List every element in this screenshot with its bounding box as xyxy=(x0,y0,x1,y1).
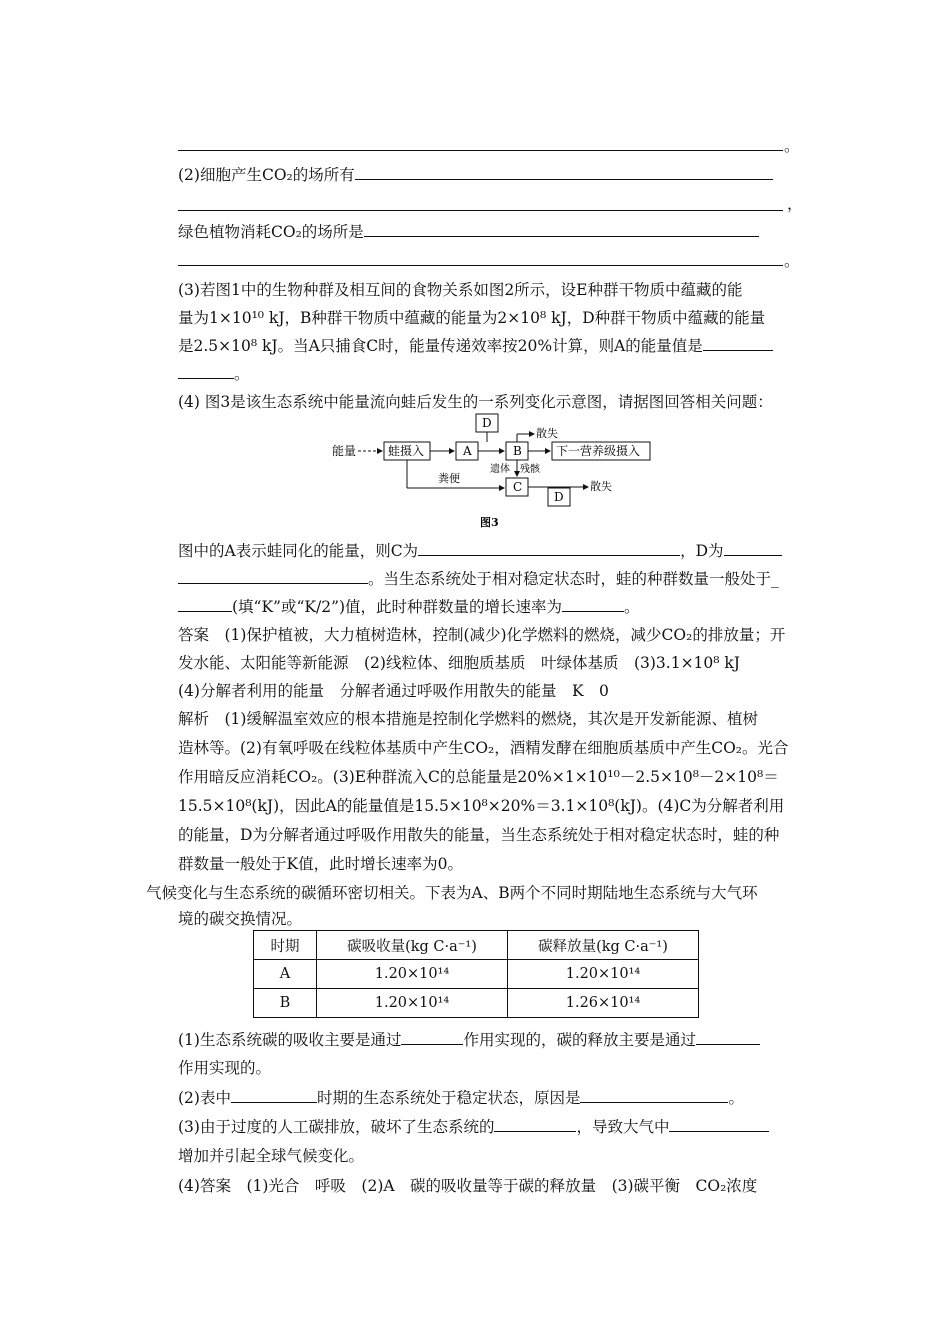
next-answer: (4)答案 (1)光合 呼吸 (2)A 碳的吸收量等于碳的释放量 (3)碳平衡 CO₂浓度 xyxy=(178,1177,758,1195)
a-label: A xyxy=(463,444,472,458)
answer-blank[interactable] xyxy=(178,569,368,584)
q4-intro: (4) 图3是该生态系统中能量流向蛙后发生的一系列变化示意图，请据图回答相关问题： xyxy=(178,393,773,411)
next-q2a: (2)表中 xyxy=(178,1089,231,1107)
table-cell: A xyxy=(254,960,317,989)
answer-line2: 发水能、太阳能等新能源 (2)线粒体、细胞质基质 叶绿体基质 (3)3.1×10⁸ kJ xyxy=(178,654,741,672)
residue-label: 残骸 xyxy=(520,464,540,475)
end-mark: 。 xyxy=(234,365,250,383)
q4-line1a: 图中的A表示蛙同化的能量，则C为 xyxy=(178,542,419,560)
q4-line1b: ，D为 xyxy=(680,542,724,560)
answer-blank-line[interactable] xyxy=(178,265,783,266)
answer-blank[interactable] xyxy=(178,597,232,612)
q3-line4 xyxy=(178,364,788,384)
answer-blank[interactable] xyxy=(355,165,773,180)
analysis-line5: 的能量，D为分解者通过呼吸作用散失的能量，当生态系统处于相对稳定状态时，蛙的种 xyxy=(178,826,780,844)
answer-blank[interactable] xyxy=(364,222,759,237)
answer-blank-line[interactable] xyxy=(178,150,783,151)
answer-blank[interactable] xyxy=(703,336,773,351)
b-label: B xyxy=(513,444,522,458)
q4-line3a: (填“K”或“K/2”)值，此时种群数量的增长速率为 xyxy=(232,598,563,616)
q4-line3b: 。 xyxy=(624,598,640,616)
d-bottom-label: D xyxy=(554,490,564,504)
q2-plant-label: 绿色植物消耗CO₂的场所是 xyxy=(178,223,364,241)
answer-blank[interactable] xyxy=(178,364,234,379)
feces-label: 粪便 xyxy=(438,472,460,485)
answer-blank[interactable] xyxy=(724,541,782,556)
q3-line1: (3)若图1中的生物种群及相互间的食物关系如图2所示，设E种群干物质中蕴藏的能 xyxy=(178,281,743,299)
next-q-intro1: 气候变化与生态系统的碳循环密切相关。下表为A、B两个不同时期陆地生态系统与大气环 xyxy=(146,884,758,902)
next-level-label: 下一营养级摄入 xyxy=(556,444,641,458)
loss-bottom-label: 散失 xyxy=(590,480,612,493)
q4-line1 xyxy=(178,541,818,561)
answer-line3: (4)分解者利用的能量 分解者通过呼吸作用散失的能量 K 0 xyxy=(178,682,609,700)
table-cell: 1.26×10¹⁴ xyxy=(508,989,699,1018)
table-header: 碳吸收量(kg C·a⁻¹) xyxy=(317,931,508,960)
next-q1c: 作用实现的。 xyxy=(178,1059,272,1077)
next-q2 xyxy=(178,1088,818,1108)
q3-line2: 量为1×10¹⁰ kJ，B种群干物质中蕴藏的能量为2×10⁸ kJ，D种群干物质中蕴藏的能量 xyxy=(178,309,766,327)
next-q1a: (1)生态系统碳的吸收主要是通过 xyxy=(178,1031,402,1049)
table-cell: 1.20×10¹⁴ xyxy=(508,960,699,989)
table-cell: B xyxy=(254,989,317,1018)
q2-plant-sites xyxy=(178,222,788,242)
analysis-line4: 15.5×10⁸(kJ)，因此A的能量值是15.5×10⁸×20%＝3.1×10⁸(kJ)。(4)C为分解者利用 xyxy=(178,797,785,815)
next-q1 xyxy=(178,1030,818,1050)
next-q2b: 时期的生态系统处于稳定状态，原因是 xyxy=(316,1089,581,1107)
end-mark: 。 xyxy=(784,137,800,155)
answer-line1: 答案 (1)保护植被，大力植树造林，控制(减少)化学燃料的燃烧，减少CO₂的排放量；开 xyxy=(178,626,786,644)
q4-line2 xyxy=(178,569,818,589)
q2-label: (2)细胞产生CO₂的场所有 xyxy=(178,166,355,184)
answer-blank[interactable] xyxy=(562,597,624,612)
answer-blank[interactable] xyxy=(401,1030,463,1045)
next-q3c: 增加并引起全球气候变化。 xyxy=(178,1147,365,1165)
intake-label: 蛙摄入 xyxy=(388,444,425,458)
answer-blank[interactable] xyxy=(669,1117,769,1132)
analysis-line6: 群数量一般处于K值，此时增长速率为0。 xyxy=(178,855,463,873)
table-cell: 1.20×10¹⁴ xyxy=(317,989,508,1018)
carbon-exchange-table xyxy=(253,930,699,1018)
q3-line3 xyxy=(178,336,788,356)
next-q3 xyxy=(178,1117,818,1137)
next-q1b: 作用实现的，碳的释放主要是通过 xyxy=(463,1031,696,1049)
next-q3b: ，导致大气中 xyxy=(576,1118,670,1136)
q4-line2-text: 。当生态系统处于相对稳定状态时，蛙的种群数量一般处于_ xyxy=(368,570,779,588)
comma-mark: ， xyxy=(787,195,803,213)
table-header: 碳释放量(kg C·a⁻¹) xyxy=(508,931,699,960)
d-top-label: D xyxy=(482,416,492,430)
table-header: 时期 xyxy=(254,931,317,960)
c-label: C xyxy=(513,480,523,494)
energy-label: 能量 xyxy=(332,444,357,458)
loss-top-label: 散失 xyxy=(536,427,558,440)
next-q3a: (3)由于过度的人工碳排放，破坏了生态系统的 xyxy=(178,1118,495,1136)
answer-blank[interactable] xyxy=(418,541,680,556)
analysis-line2: 造林等。(2)有氧呼吸在线粒体基质中产生CO₂，酒精发酵在细胞质基质中产生CO₂。光合 xyxy=(178,739,789,757)
answer-blank[interactable] xyxy=(494,1117,576,1132)
answer-blank-line[interactable] xyxy=(178,210,783,211)
remains-label: 遗体 xyxy=(490,464,510,475)
table-row xyxy=(254,960,699,989)
diagram-caption: 图3 xyxy=(480,516,499,529)
next-q-intro2: 境的碳交换情况。 xyxy=(178,910,303,928)
analysis-line3: 作用暗反应消耗CO₂。(3)E种群流入C的总能量是20%×1×10¹⁰－2.5×10⁸－2×10⁸＝ xyxy=(178,768,779,786)
answer-blank[interactable] xyxy=(696,1030,760,1045)
answer-blank[interactable] xyxy=(580,1088,728,1103)
q4-line3 xyxy=(178,597,818,617)
answer-blank[interactable] xyxy=(231,1088,317,1103)
table-header-row xyxy=(254,931,699,960)
table-cell: 1.20×10¹⁴ xyxy=(317,960,508,989)
table-row xyxy=(254,989,699,1018)
q3-line3-text: 是2.5×10⁸ kJ。当A只捕食C时，能量传递效率按20%计算，则A的能量值是 xyxy=(178,337,703,355)
end-mark: 。 xyxy=(784,252,800,270)
analysis-line1: 解析 (1)缓解温室效应的根本措施是控制化学燃料的燃烧，其次是开发新能源、植树 xyxy=(178,710,758,728)
energy-flow-diagram xyxy=(330,412,660,532)
next-q2c: 。 xyxy=(728,1089,744,1107)
q2-co2-sites xyxy=(178,165,788,185)
